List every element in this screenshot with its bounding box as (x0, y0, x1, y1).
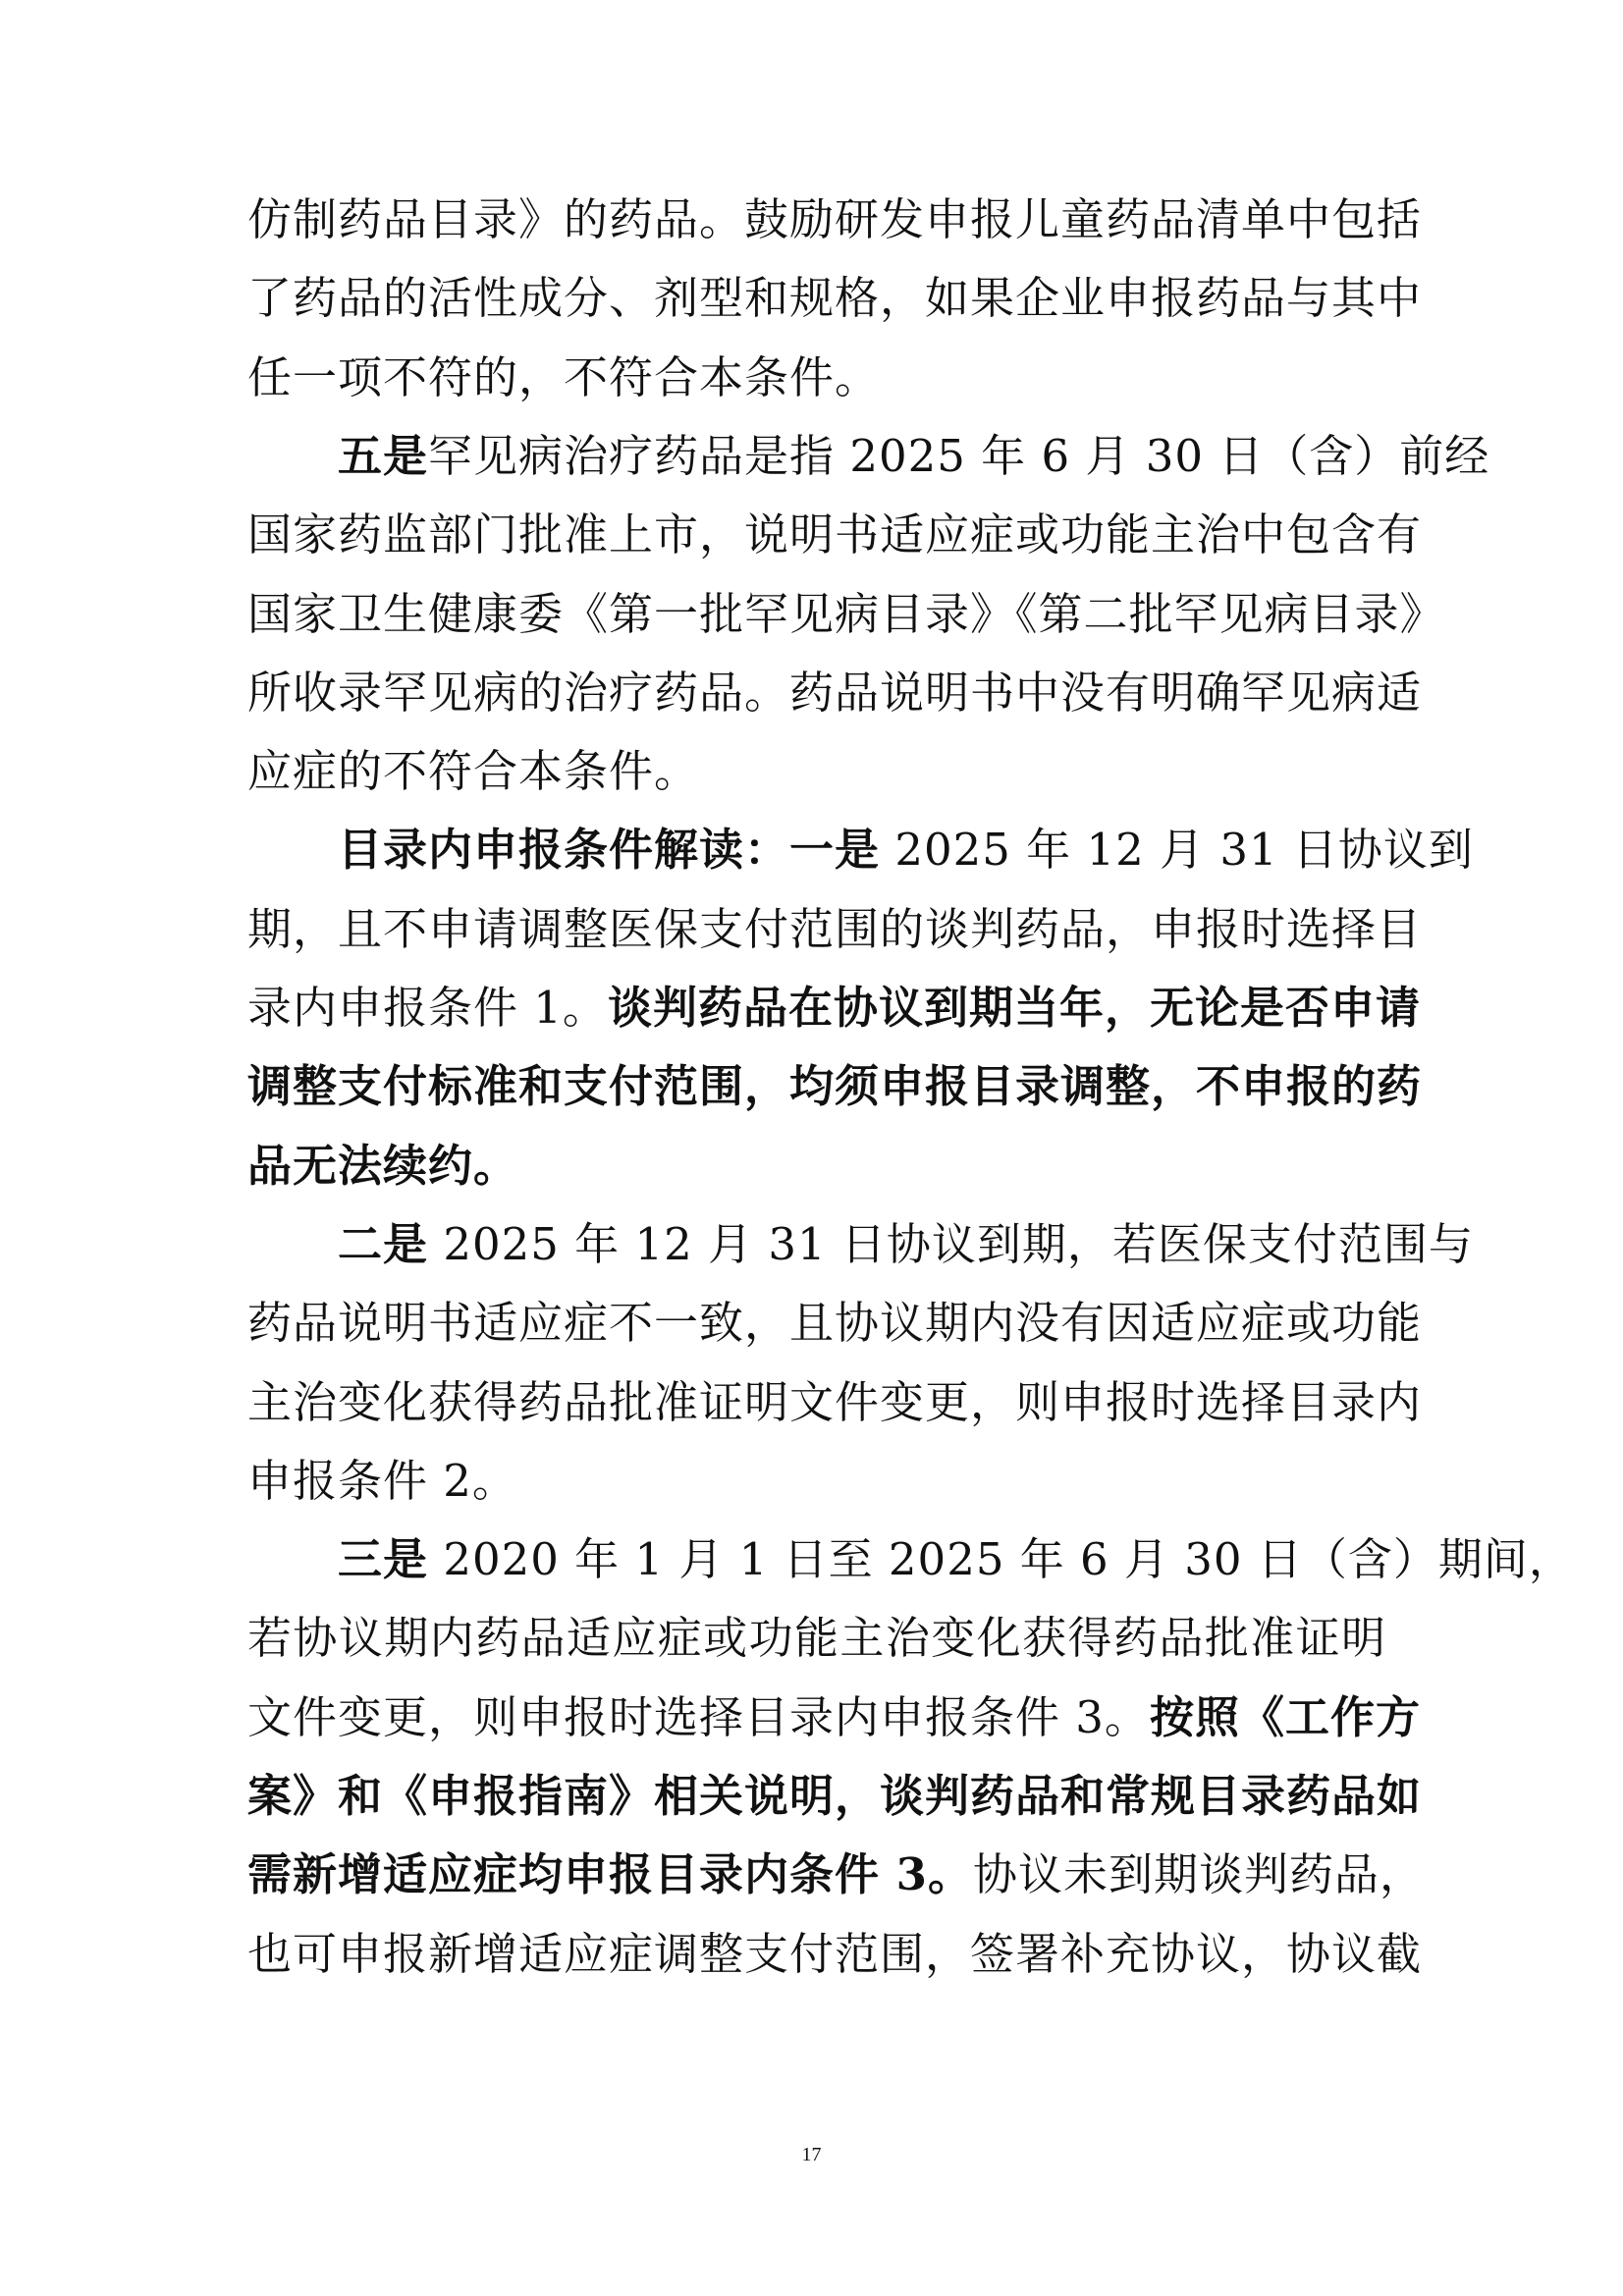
text-line (247, 969, 1421, 1047)
text-segment: 2025 年 12 月 31 日协议到期，若医保支付范围与 (428, 1217, 1474, 1270)
text-segment: 主治变化获得药品批准证明文件变更，则申报时选择目录内 (247, 1375, 1423, 1428)
text-segment: 国家卫生健康委《第一批罕见病目录》《第二批罕见病目录》 (247, 587, 1445, 640)
text-segment: 2025 年 12 月 31 日协议到 (880, 824, 1474, 877)
text-line (247, 496, 1423, 574)
text-segment: 仿制药品目录》的药品。鼓励研发申报儿童药品清单中包括 (247, 193, 1423, 245)
text-line (338, 1521, 1574, 1599)
text-segment: 2020 年 1 月 1 日至 2025 年 6 月 30 日（含）期间， (428, 1533, 1574, 1586)
text-segment: 期，且不申请调整医保支付范围的谈判药品，申报时选择目 (247, 902, 1423, 955)
bold-text-segment: 品无法续约。 (247, 1139, 519, 1192)
bold-text-segment: 案》和《申报指南》相关说明，谈判药品和常规目录药品如 (247, 1770, 1423, 1822)
text-line (247, 1599, 1386, 1678)
text-line (247, 890, 1423, 969)
bold-text-segment: 谈判药品在协议到期当年，无论是否申请 (607, 982, 1421, 1034)
text-line (338, 1205, 1474, 1284)
text-line (338, 811, 1474, 889)
bold-text-segment: 调整支付标准和支付范围，均须申报目录调整，不申报的药 (247, 1060, 1423, 1113)
text-line (247, 654, 1423, 732)
text-line (247, 1679, 1421, 1757)
text-segment: 任一项不符的，不符合本条件。 (247, 350, 881, 403)
text-segment: 录内申报条件 1。 (247, 982, 608, 1034)
text-line (247, 1363, 1423, 1442)
text-line (247, 1127, 1386, 1205)
text-segment: 若协议期内药品适应症或功能主治变化获得药品批准证明 (247, 1612, 1386, 1665)
text-segment: 文件变更，则申报时选择目录内申报条件 3。 (247, 1690, 1150, 1743)
text-line (247, 339, 1386, 417)
text-segment: 申报条件 2。 (247, 1454, 517, 1507)
bold-text-segment: 需新增适应症均申报目录内条件 3。 (247, 1848, 973, 1901)
text-line (247, 259, 1423, 338)
text-line (247, 732, 1386, 811)
text-line (247, 181, 1423, 259)
text-segment: 罕见病治疗药品是指 2025 年 6 月 30 日（含）前经 (428, 429, 1490, 482)
text-line (247, 1836, 1425, 1914)
text-segment: 国家药监部门批准上市，说明书适应症或功能主治中包含有 (247, 508, 1423, 561)
page-number: 17 (801, 2144, 822, 2165)
text-line (338, 417, 1490, 496)
bold-text-segment: 按照《工作方 (1149, 1690, 1421, 1743)
bold-text-segment: 三是 (338, 1533, 429, 1586)
text-segment: 药品说明书适应症不一致，且协议期内没有因适应症或功能 (247, 1297, 1423, 1350)
text-line (247, 1442, 1386, 1521)
text-segment: 应症的不符合本条件。 (247, 745, 700, 798)
bold-text-segment: 目录内申报条件解读：一是 (338, 824, 881, 877)
text-segment: 也可申报新增适应症调整支付范围，签署补充协议，协议截 (247, 1927, 1423, 1980)
text-segment: 协议未到期谈判药品， (972, 1848, 1425, 1901)
text-line (247, 1047, 1423, 1126)
bold-text-segment: 五是 (338, 429, 429, 482)
text-segment: 所收录罕见病的治疗药品。药品说明书中没有明确罕见病适 (247, 666, 1423, 719)
bold-text-segment: 二是 (338, 1217, 429, 1270)
text-line (247, 1915, 1423, 1994)
text-line (247, 1284, 1423, 1362)
text-line (247, 1757, 1423, 1836)
text-line (247, 575, 1445, 654)
text-segment: 了药品的活性成分、剂型和规格，如果企业申报药品与其中 (247, 272, 1423, 325)
